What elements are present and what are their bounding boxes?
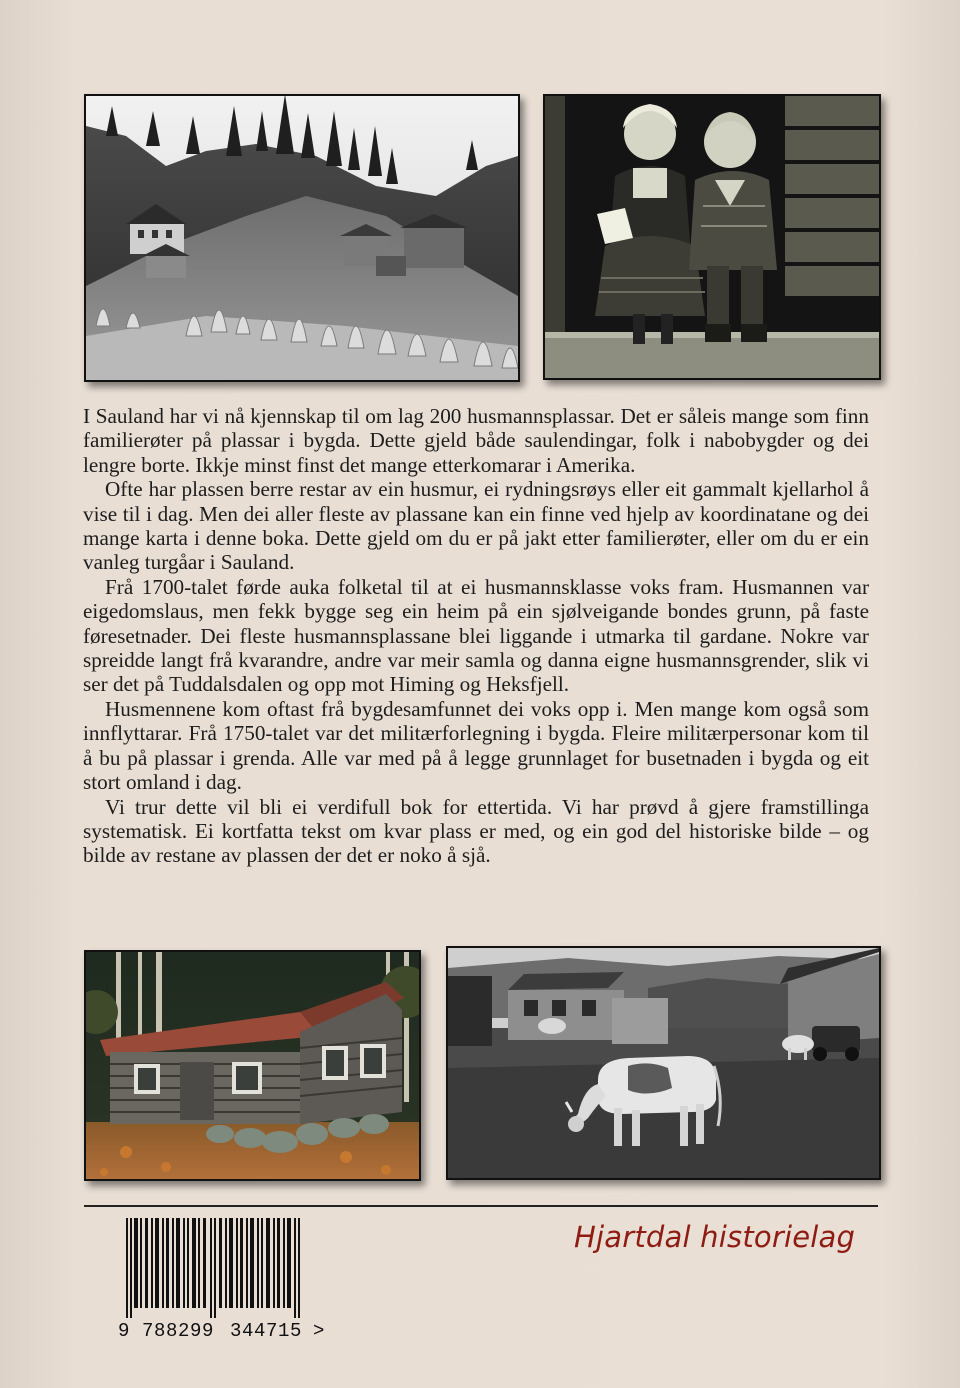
- isbn-right-group: 344715: [230, 1320, 303, 1342]
- isbn-quiet-zone-arrow: >: [313, 1320, 325, 1342]
- blurb-paragraph-5: Vi trur dette vil bli ei verdifull bok for ettertida. Vi har prøvd å gjere framstillinga systematisk. Ei kortfatta tekst om kvar plass er med, og ein god del historiske bilde – og bilde av restane av plassen der det er noko å sjå.: [83, 794, 869, 868]
- blurb-paragraph-4: Husmennene kom oftast frå bygdesamfunnet dei voks opp i. Men mange kom også som innflyttarar. Frå 1750-talet var det militærforlegning i bygda. Fleire militærpersonar kom til å bu på plassar i grenda. Alle var med på å legge grunnlaget for busetnaden i bygda og eit stort omland i dag.: [83, 696, 869, 795]
- barcode-bars: [118, 1218, 318, 1318]
- blurb-paragraph-2: Ofte har plassen berre restar av ein husmur, ei rydningsrøys eller eit gammalt kjellarhol å vise til i dag. Men dei aller fleste av plassane kan ein finne ved hjelp av koordinatane og dei mange karta i denne boka. Dette gjeld om du er på jakt etter familierøter, eller om du er ein vanleg turgåar i Sauland.: [83, 477, 869, 575]
- farm-hillside-photo: [84, 94, 520, 382]
- cows-in-farmyard-photo: [446, 946, 881, 1180]
- publisher-name: Hjartdal historielag: [574, 1220, 856, 1254]
- isbn-first-digit: 9: [118, 1320, 130, 1342]
- blurb-paragraph-1: I Sauland har vi nå kjennskap til om lag 200 husmannsplassar. Det er såleis mange som finn familierøter på plassar i bygda. Dette gjeld både saulendingar, folk i nabobygder og dei lengre borte. Ikkje minst finst det mange etterkomarar i Amerika.: [83, 404, 869, 477]
- blurb-paragraph-3: Frå 1700-talet førde auka folketal til at ei husmannsklasse voks fram. Husmannen var eigedomslaus, men fekk bygge seg ein heim på ein sjølveigande bondes grunn, på faste føresetnader. Dei fleste husmannsplassane blei liggande i utmarka til gardane. Nokre var spreidde langt frå kvarandre, andre var meir samla og danna eigne husmannsgrender, slik vi ser det på Tuddalsdalen og opp mot Himing og Heksfjell.: [83, 574, 869, 697]
- back-cover-blurb: [83, 404, 869, 868]
- children-on-doorstep-photo: [543, 94, 881, 380]
- divider-line: [84, 1205, 878, 1207]
- isbn-digits: [118, 1320, 328, 1340]
- isbn-left-group: 788299: [142, 1320, 215, 1342]
- isbn-barcode: [118, 1218, 328, 1340]
- log-cabin-photo: [84, 950, 421, 1181]
